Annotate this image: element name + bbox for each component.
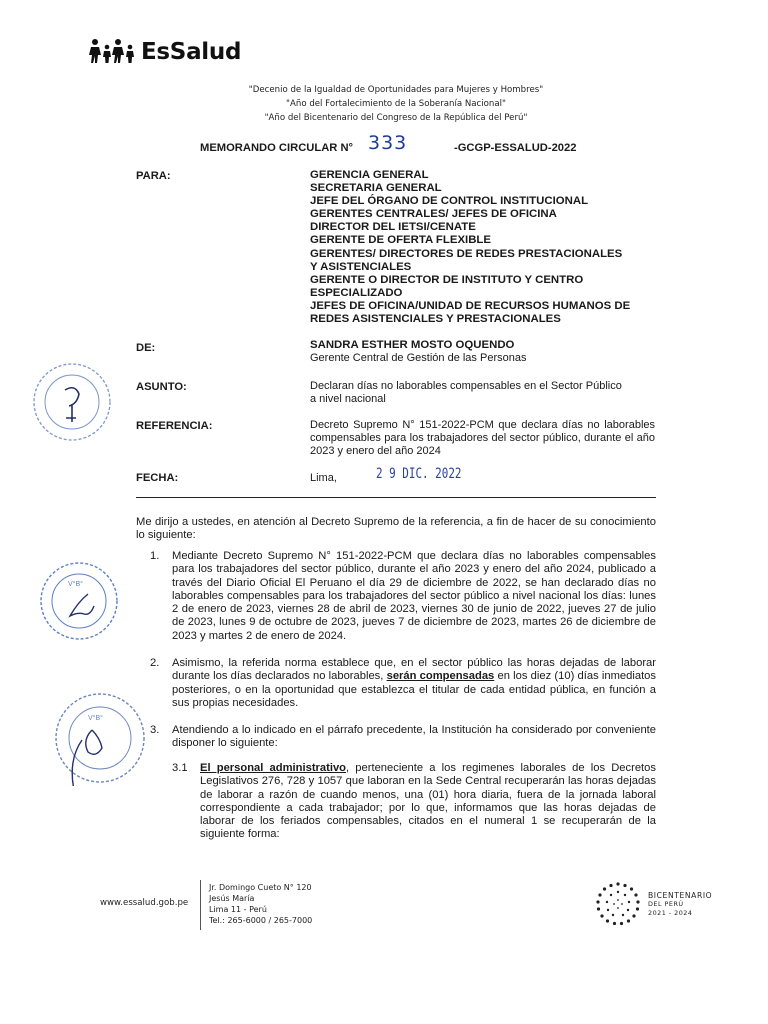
- stamp-vb: V°B°: [88, 715, 103, 722]
- item-2-text: [172, 657, 656, 710]
- subject-line: a nivel nacional: [310, 393, 386, 405]
- logo-wordmark: EsSalud: [141, 39, 242, 65]
- subject-line: Declaran días no laborables compensables en el Sector Público: [310, 380, 622, 392]
- sender-name: SANDRA ESTHER MOSTO OQUENDO: [310, 339, 515, 351]
- recipient: GERENCIA GENERAL: [310, 169, 429, 181]
- item-3-text: Atendiendo a lo indicado en el párrafo precedente, la Institución ha considerado por conveniente disponer lo siguiente:: [172, 724, 656, 750]
- referencia-label: REFERENCIA:: [136, 420, 213, 432]
- family-logo-icon: [88, 38, 140, 64]
- recipient: JEFE DEL ÓRGANO DE CONTROL INSTITUCIONAL: [310, 195, 589, 208]
- de-label: DE:: [136, 342, 156, 354]
- reference-text: Decreto Supremo N° 151-2022-PCM que declara días no laborables compensables para los trabajadores del sector público, durante el año 2023 y enero del año 2024: [310, 419, 655, 457]
- item-2-part: en los diez (10) días inmediatos posteriores, o en la oportunidad que establezca el titular de cada entidad pública, en función a sus propias necesidades.: [172, 670, 656, 709]
- essalud-logo: [88, 38, 241, 64]
- motto-line: "Año del Bicentenario del Congreso de la República del Perú": [264, 113, 528, 123]
- date-stamp: 2 9 DIC. 2022: [376, 466, 462, 482]
- bicentenario-line: 2021 - 2024: [648, 908, 693, 917]
- bicentenario-line: DEL PERÚ: [648, 899, 684, 908]
- recipient: REDES ASISTENCIALES Y PRESTACIONALES: [310, 313, 561, 326]
- memo-code: -GCGP-ESSALUD-2022: [454, 142, 577, 154]
- recipient-list: [310, 169, 655, 326]
- footer-address: [209, 882, 312, 926]
- subitem-emphasis: El personal administrativo: [200, 762, 347, 774]
- address-line: Jesús María: [209, 894, 255, 903]
- intro-paragraph: Me dirijo a ustedes, en atención al Decreto Supremo de la referencia, a fin de hacer de su conocimiento lo siguiente:: [136, 516, 656, 542]
- para-label: PARA:: [136, 170, 171, 182]
- recipient: GERENTE DE OFERTA FLEXIBLE: [310, 234, 491, 247]
- bicentenario-line: BICENTENARIO: [648, 890, 713, 900]
- motto-line: "Año del Fortalecimiento de la Soberanía Nacional": [286, 99, 506, 109]
- address-line: Tel.: 265-6000 / 265-7000: [209, 916, 313, 925]
- address-line: Lima 11 - Perú: [209, 905, 267, 914]
- recipient: DIRECTOR DEL IETSI/CENATE: [310, 221, 476, 234]
- divider: [136, 497, 656, 498]
- item-2-part: Asimismo, la referida norma establece que, en el sector público las horas dejadas de laborar durante los días declarados no laborables,: [172, 657, 656, 683]
- fecha-place: Lima,: [310, 472, 337, 484]
- round-stamp-2: [38, 560, 120, 642]
- round-stamp-3: [52, 690, 148, 786]
- recipient: ESPECIALIZADO: [310, 286, 403, 299]
- recipient: Y ASISTENCIALES: [310, 260, 412, 273]
- bicentenario-text: [648, 891, 712, 918]
- recipient: GERENTE O DIRECTOR DE INSTITUTO Y CENTRO: [310, 273, 584, 286]
- stamp-vb: V°B°: [68, 581, 83, 588]
- round-stamp-1: [30, 360, 114, 444]
- recipient: GERENTES/ DIRECTORES DE REDES PRESTACIONALES: [310, 247, 623, 260]
- fecha-label: FECHA:: [136, 472, 179, 484]
- bicentenario-emblem-icon: [594, 880, 642, 928]
- bicentenario-logo: [594, 880, 712, 928]
- address-line: Jr. Domingo Cueto N° 120: [209, 883, 312, 892]
- item-1-text: Mediante Decreto Supremo N° 151-2022-PCM que declara días no laborables compensables para los trabajadores del sector público, durante el año 2023 y enero del año 2024, publicado a través del Diario Oficial El Peruano el día 29 de diciembre de 2022, se han declarado días no laborables compensables para los trabajadores del sector público a nivel nacional los días: lunes 2 de enero de 2023, viernes 28 de abril de 2023, viernes 30 de junio de 2022, jueves 27 de julio de 2023, lunes 9 de octubre de 2023, jueves 7 de diciembre de 2023, martes 26 de diciembre de 2023 y martes 2 de enero de 2024.: [172, 550, 656, 642]
- recipient: JEFES DE OFICINA/UNIDAD DE RECURSOS HUMANOS DE: [310, 299, 631, 312]
- motto-line: "Decenio de la Igualdad de Oportunidades para Mujeres y Hombres": [248, 85, 544, 95]
- sender-role: Gerente Central de Gestión de las Personas: [310, 352, 527, 364]
- footer-website: www.essalud.gob.pe: [100, 898, 189, 908]
- memo-number-handwritten: 333: [368, 132, 408, 154]
- item-number: 2.: [150, 657, 160, 669]
- subitem-part: , perteneciente a los regimenes laborales de los Decretos Legislativos 276, 728 y 1057 que laboran en la Sede Central recuperarán las horas dejadas de laborar a razón de cuando menos, una (01) hora diaria, fuera de la jornada laboral correspondiente a cada trabajador; por lo que, informamos que las horas dejadas de laborar de los feriados compensables, citados en el numeral 1 se recuperarán de la siguiente forma:: [200, 762, 656, 841]
- recipient: GERENTES CENTRALES/ JEFES DE OFICINA: [310, 208, 557, 221]
- subitem-number: 3.1: [172, 762, 188, 774]
- item-number: 1.: [150, 550, 160, 562]
- item-2-emphasis: serán compensadas: [386, 670, 495, 683]
- subject: [310, 380, 655, 406]
- sender: [310, 339, 655, 365]
- mottos: [0, 83, 768, 125]
- footer-divider: [200, 880, 201, 930]
- item-number: 3.: [150, 724, 160, 736]
- subitem-3-1-text: [200, 762, 656, 842]
- memo-title: MEMORANDO CIRCULAR N°: [200, 142, 354, 154]
- recipient: SECRETARIA GENERAL: [310, 182, 442, 195]
- asunto-label: ASUNTO:: [136, 381, 187, 393]
